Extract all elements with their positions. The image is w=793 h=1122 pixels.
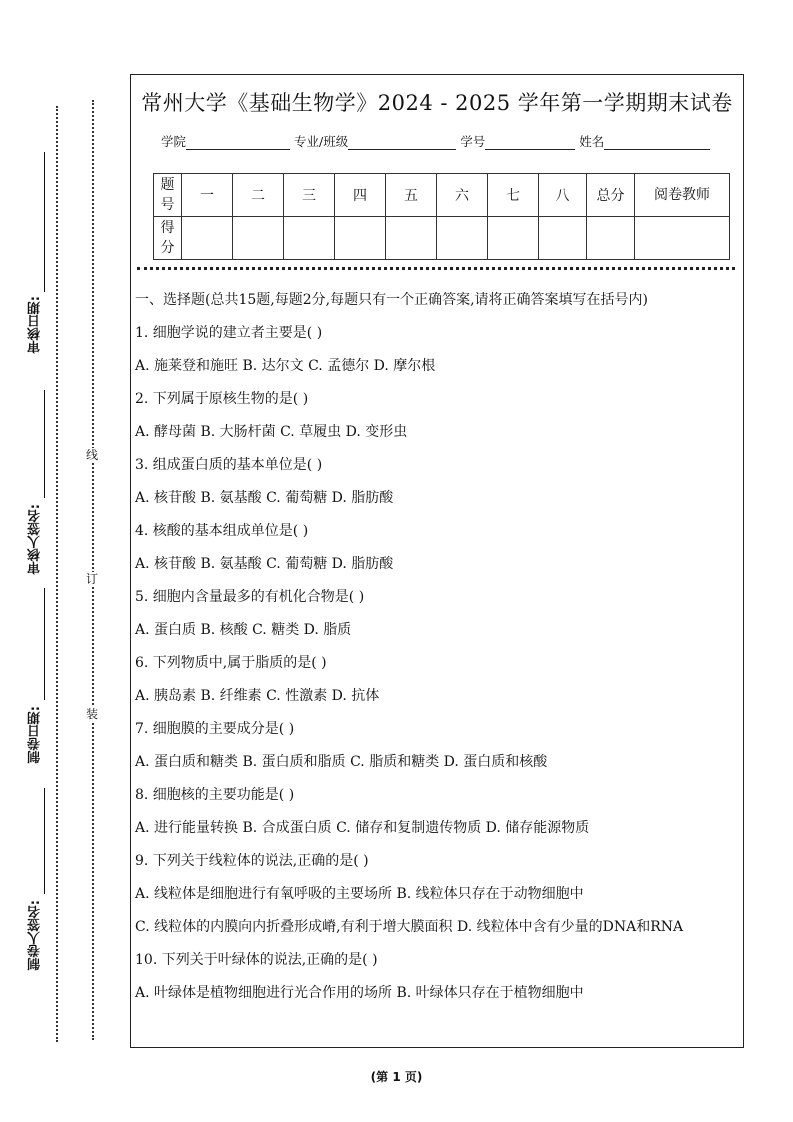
question-stem: 8. 细胞核的主要功能是( ) xyxy=(135,787,295,803)
score-row-label: 得分 xyxy=(154,217,182,260)
student-id-label: 学号 xyxy=(460,134,486,149)
section-heading: 一、选择题(总共15题,每题2分,每题只有一个正确答案,请将正确答案填写在括号内) xyxy=(135,292,648,308)
maker-sign-line xyxy=(44,788,45,894)
question-stem: 3. 组成蛋白质的基本单位是( ) xyxy=(135,457,323,473)
college-label: 学院 xyxy=(161,134,187,149)
score-table-head-cell: 阅卷教师 xyxy=(635,174,730,217)
question-options: A. 酵母菌 B. 大肠杆菌 C. 草履虫 D. 变形虫 xyxy=(135,424,408,440)
question-options: A. 叶绿体是植物细胞进行光合作用的场所 B. 叶绿体只存在于植物细胞中 xyxy=(135,985,584,1001)
exam-title: 常州大学《基础生物学》2024 - 2025 学年第一学期期末试卷 xyxy=(141,91,733,115)
score-cell[interactable] xyxy=(635,217,730,260)
seal-mark-xian: 线 xyxy=(86,448,99,462)
binding-dotted-line-inner xyxy=(92,100,94,1040)
question-stem: 5. 细胞内含量最多的有机化合物是( ) xyxy=(135,589,365,605)
question-options: A. 核苷酸 B. 氨基酸 C. 葡萄糖 D. 脂肪酸 xyxy=(135,490,394,506)
score-table-header-row xyxy=(154,174,730,217)
score-cell[interactable] xyxy=(488,217,539,260)
question-stem: 7. 细胞膜的主要成分是( ) xyxy=(135,721,295,737)
score-cell[interactable] xyxy=(284,217,335,260)
score-cell[interactable] xyxy=(386,217,437,260)
score-table-head-cell: 一 xyxy=(182,174,233,217)
score-cell[interactable] xyxy=(233,217,284,260)
score-table-head-cell: 四 xyxy=(335,174,386,217)
score-table-head-cell: 七 xyxy=(488,174,539,217)
question-content xyxy=(135,289,741,1003)
score-cell[interactable] xyxy=(539,217,587,260)
score-table-score-row xyxy=(154,217,730,260)
student-info-row xyxy=(161,132,710,150)
college-field[interactable] xyxy=(186,135,290,150)
review-date-line xyxy=(44,152,45,292)
question-options: A. 进行能量转换 B. 合成蛋白质 C. 储存和复制遗传物质 D. 储存能源物质 xyxy=(135,820,590,836)
score-cell[interactable] xyxy=(335,217,386,260)
score-cell[interactable] xyxy=(182,217,233,260)
score-table-head-cell: 三 xyxy=(284,174,335,217)
question-stem: 1. 细胞学说的建立者主要是( ) xyxy=(135,325,323,341)
question-stem: 4. 核酸的基本组成单位是( ) xyxy=(135,523,309,539)
question-options: A. 蛋白质 B. 核酸 C. 糖类 D. 脂质 xyxy=(135,622,352,638)
score-table-head-cell: 总分 xyxy=(587,174,635,217)
student-id-field[interactable] xyxy=(485,135,575,150)
seal-mark-ding: 订 xyxy=(86,572,99,586)
score-table-head-cell: 八 xyxy=(539,174,587,217)
question-options: C. 线粒体的内膜向内折叠形成嵴,有利于增大膜面积 D. 线粒体中含有少量的DNA和RNA xyxy=(135,919,684,935)
score-cell[interactable] xyxy=(587,217,635,260)
question-options: A. 核苷酸 B. 氨基酸 C. 葡萄糖 D. 脂肪酸 xyxy=(135,556,394,572)
score-table-head-cell: 二 xyxy=(233,174,284,217)
score-table xyxy=(153,173,730,260)
review-date-label: 审核日期: xyxy=(28,296,43,354)
maker-sign-label: 制卷人签名: xyxy=(28,900,43,971)
name-label: 姓名 xyxy=(579,134,605,149)
reviewer-sign-line xyxy=(44,390,45,498)
question-stem: 6. 下列物质中,属于脂质的是( ) xyxy=(135,655,327,671)
major-field[interactable] xyxy=(348,135,456,150)
question-options: A. 线粒体是细胞进行有氧呼吸的主要场所 B. 线粒体只存在于动物细胞中 xyxy=(135,886,584,902)
question-options: A. 施莱登和施旺 B. 达尔文 C. 孟德尔 D. 摩尔根 xyxy=(135,358,436,374)
score-cell[interactable] xyxy=(437,217,488,260)
score-table-head-cell: 五 xyxy=(386,174,437,217)
question-options: A. 蛋白质和糖类 B. 蛋白质和脂质 C. 脂质和糖类 D. 蛋白质和核酸 xyxy=(135,754,548,770)
reviewer-sign-label: 审核人签名: xyxy=(28,504,43,575)
seal-mark-zhuang: 装 xyxy=(86,707,99,721)
question-stem: 10. 下列关于叶绿体的说法,正确的是( ) xyxy=(135,952,378,968)
score-table-head-cell: 六 xyxy=(437,174,488,217)
name-field[interactable] xyxy=(604,135,710,150)
exam-frame xyxy=(130,74,744,1048)
major-label: 专业/班级 xyxy=(294,134,349,149)
question-options: A. 胰岛素 B. 纤维素 C. 性激素 D. 抗体 xyxy=(135,688,380,704)
page-number: (第 1 页) xyxy=(370,1070,423,1084)
question-stem: 9. 下列关于线粒体的说法,正确的是( ) xyxy=(135,853,369,869)
score-table-head-cell: 题号 xyxy=(154,174,182,217)
make-date-line xyxy=(44,588,45,700)
dotted-separator xyxy=(137,267,735,270)
binding-dotted-line-outer xyxy=(56,106,58,1042)
make-date-label: 制卷日期: xyxy=(28,706,43,764)
question-stem: 2. 下列属于原核生物的是( ) xyxy=(135,391,309,407)
